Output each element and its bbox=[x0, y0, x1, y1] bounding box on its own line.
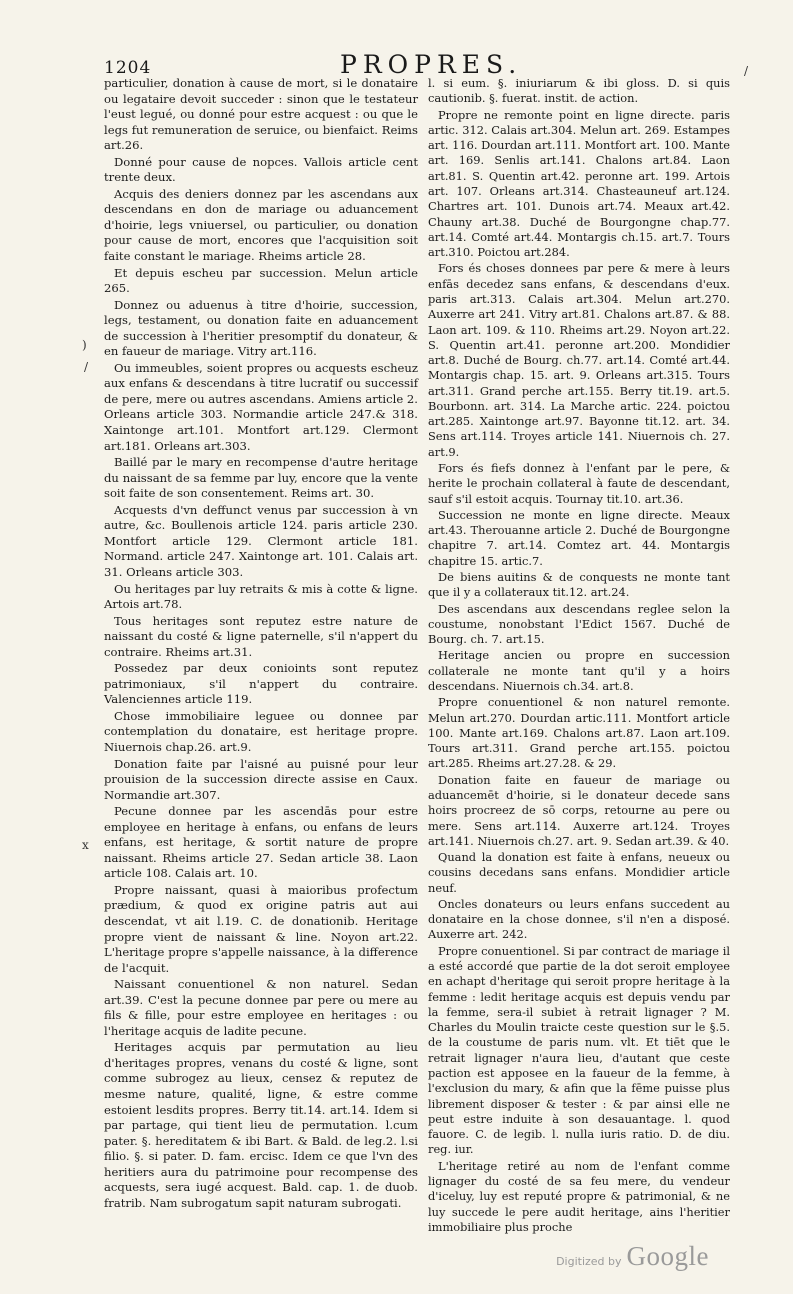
watermark-prefix: Digitized by bbox=[556, 1255, 622, 1268]
margin-mark: / bbox=[84, 360, 89, 374]
paragraph: Donation faite par l'aisné au puisné pour leur prouision de la succession directe assise en Caux. Normandie art.307. bbox=[104, 756, 418, 802]
right-column bbox=[428, 76, 730, 1236]
paragraph: L'heritage retiré au nom de l'enfant comme lignager du costé de sa feu mere, du vendeur d'iceluy, luy est reputé propre & patrimonial, & ne luy succede le pere audit heritage, ains l'heritier immobiliaire plus proche bbox=[428, 1158, 730, 1234]
paragraph: Acquests d'vn deffunct venus par succession à vn autre, &c. Boullenois article 124. paris article 230. Montfort article 129. Clermont article 181. Normand. article 247. Xaintonge art. 101. Calais art. 31. Orleans article 303. bbox=[104, 502, 418, 579]
paragraph: Donnez ou aduenus à titre d'hoirie, succession, legs, testament, ou donation faite en aduancement de succession à l'heritier presomptif du donateur, & en faueur de mariage. Vitry art.116. bbox=[104, 297, 418, 359]
page-number: 1204 bbox=[104, 58, 152, 78]
left-column bbox=[104, 76, 418, 1212]
margin-mark: ) bbox=[82, 338, 87, 352]
paragraph: Naissant conuentionel & non naturel. Sedan art.39. C'est la pecune donnee par pere ou mere au fils & fille, pour estre employee en heritages : ou l'heritage acquis de ladite pecune. bbox=[104, 977, 418, 1038]
paragraph: Propre naissant, quasi à maioribus profectum prædium, & quod ex origine patris aut aui descendat, vt ait l.19. C. de donationib. Heritage propre vient de naissant & line. Noyon art.22. L'heritage propre s'appelle naissance, à la difference de l'acquit. bbox=[104, 882, 418, 975]
paragraph: Et depuis escheu par succession. Melun article 265. bbox=[104, 265, 418, 296]
paragraph: Ou immeubles, soient propres ou acquests escheuz aux enfans & descendans à titre lucratif ou successif de pere, mere ou autres ascendans. Amiens article 2. Orleans article 303. Normandie article 247.& 318. Xaintonge art.101. Montfort art.129. Clermont art.181. Orleans art.303. bbox=[104, 360, 418, 453]
watermark-brand-logo: Google bbox=[626, 1241, 709, 1271]
paragraph: Quand la donation est faite à enfans, neueux ou cousins decedans sans enfans. Mondidier article neuf. bbox=[428, 850, 730, 895]
paragraph: Des ascendans aux descendans reglee selon la coustume, nonobstant l'Edict 1567. Duché de Bourg. ch. 7. art.15. bbox=[428, 601, 730, 647]
paragraph: Baillé par le mary en recompense d'autre heritage du naissant de sa femme par luy, encore que la vente soit faite de son consentement. Reims art. 30. bbox=[104, 455, 418, 501]
paragraph: Tous heritages sont reputez estre nature de naissant du costé & ligne paternelle, s'il n'appert du contraire. Rheims art.31. bbox=[104, 613, 418, 659]
paragraph: Oncles donateurs ou leurs enfans succedent au donataire en la chose donnee, s'il n'en a disposé. Auxerre art. 242. bbox=[428, 896, 730, 942]
paragraph: Ou heritages par luy retraits & mis à cotte & ligne. Artois art.78. bbox=[104, 581, 418, 612]
paragraph: l. si eum. §. iniuriarum & ibi gloss. D. si quis cautionib. §. fuerat. instit. de action. bbox=[428, 76, 730, 106]
paragraph: Propre conuentionel. Si par contract de mariage il a esté accordé que partie de la dot seroit employee en achapt d'heritage qui seroit propre heritage à la femme : ledit heritage acquis est depuis vendu par la femme, sera-il subiet à retrait lignager ? M. Charles du Moulin traicte ceste question sur le §.5. de la coustume de paris num. vlt. Et tiēt que le retrait lignager n'aura lieu, d'autant que ceste paction est apposee en la faueur de la femme, à l'exclusion du mary, & afin que la fēme puisse plus librement disposer & tester : & par ainsi elle ne peut estre induite à son desauantage. l. quod fauore. C. de legib. l. nulla iuris ratio. D. de diu. reg. iur. bbox=[428, 943, 730, 1157]
digitized-watermark bbox=[556, 1241, 709, 1272]
paragraph: Fors és choses donnees par pere & mere à leurs enfās decedez sans enfans, & descendans d'eux. paris art.313. Calais art.304. Melun art.270. Auxerre art 241. Vitry art.81. Chalons art.87. & 88. Laon art. 109. & 110. Rheims art.29. Noyon art.22. S. Quentin art.41. peronne art.200. Mondidier art.8. Duché de Bourg. ch.77. art.14. Comté art.44. Montargis chap. 15. art. 9. Orleans art.315. Tours art.311. Grand perche art.155. Berry tit.19. art.5. Bourbonn. art. 314. La Marche artic. 224. poictou art.285. Xaintonge art.97. Bayonne tit.12. art. 34. Sens art.114. Troyes article 141. Niuernois ch. 27. art.9. bbox=[428, 261, 730, 459]
page-header bbox=[104, 50, 723, 78]
paragraph: Propre conuentionel & non naturel remonte. Melun art.270. Dourdan artic.111. Montfort article 100. Mante art.169. Chalons art.87. Laon art.109. Tours art.311. Grand perche art.155. poictou art.285. Rheims art.27.28. & 29. bbox=[428, 695, 730, 771]
margin-mark: / bbox=[744, 64, 749, 78]
paragraph: Pecune donnee par les ascendās pour estre employee en heritage à enfans, ou enfans de leurs enfans, est heritage, & sortit nature de propre naissant. Rheims article 27. Sedan article 38. Laon article 108. Calais art. 10. bbox=[104, 804, 418, 881]
paragraph: Heritage ancien ou propre en succession collaterale ne monte tant qu'il y a hoirs descendans. Niuernois ch.34. art.8. bbox=[428, 648, 730, 693]
paragraph: Possedez par deux conioints sont reputez patrimoniaux, s'il n'appert du contraire. Valenciennes article 119. bbox=[104, 661, 418, 707]
paragraph: particulier, donation à cause de mort, si le donataire ou legataire devoit succeder : sinon que le testateur l'eust legué, ou donné pour estre acquest : ou que le legs fut remuneration de seruice, ou bienfaict. Reims art.26. bbox=[104, 76, 418, 153]
paragraph: Succession ne monte en ligne directe. Meaux art.43. Therouanne article 2. Duché de Bourgongne chapitre 7. art.14. Comtez art. 44. Montargis chapitre 15. artic.7. bbox=[428, 507, 730, 568]
paragraph: Donation faite en faueur de mariage ou aduancemēt d'hoirie, si le donateur decede sans hoirs procreez de sō corps, retourne au pere ou mere. Sens art.114. Auxerre art.124. Troyes art.141. Niuernois ch.27. art. 9. Sedan art.39. & 40. bbox=[428, 772, 730, 848]
paragraph: Chose immobiliaire leguee ou donnee par contemplation du donataire, est heritage propre. Niuernois chap.26. art.9. bbox=[104, 708, 418, 754]
paragraph: Heritages acquis par permutation au lieu d'heritages propres, venans du costé & ligne, sont comme subrogez au lieux, censez & reputez de mesme nature, qualité, ligne, & estre comme estoient lesdits propres. Berry tit.14. art.14. Idem si par partage, qui tient lieu de permutation. l.cum pater. §. hereditatem & ibi Bart. & Bald. de leg.2. l.si filio. §. si pater. D. fam. ercisc. Idem ce que l'vn des heritiers aura du patrimoine pour recompense des acquests, sera iugé acquest. Bald. cap. 1. de duob. fratrib. Nam subrogatum sapit naturam subrogati. bbox=[104, 1040, 418, 1210]
paragraph: De biens auitins & de conquests ne monte tant que il y a collateraux tit.12. art.24. bbox=[428, 570, 730, 600]
paragraph: Acquis des deniers donnez par les ascendans aux descendans en don de mariage ou aduancement d'hoirie, legs vniuersel, ou particulier, ou donation pour cause de mort, encores que l'acquisition soit faite constant le mariage. Rheims article 28. bbox=[104, 186, 418, 264]
paragraph: Fors és fiefs donnez à l'enfant par le pere, & herite le prochain collateral à faute de descendant, sauf s'il estoit acquis. Tournay tit.10. art.36. bbox=[428, 461, 730, 506]
margin-mark: x bbox=[82, 838, 89, 852]
paragraph: Donné pour cause de nopces. Vallois article cent trente deux. bbox=[104, 154, 418, 185]
running-head: PROPRES. bbox=[340, 50, 523, 79]
paragraph: Propre ne remonte point en ligne directe. paris artic. 312. Calais art.304. Melun art. 269. Estampes art. 116. Dourdan art.111. Montfort art. 100. Mante art. 169. Senlis art.141. Chalons art.84. Laon art.81. S. Quentin art.42. peronne art. 199. Artois art. 107. Orleans art.314. Chasteauneuf art.124. Chartres art. 101. Dunois art.74. Meaux art.42. Chauny art.38. Duché de Bourgongne chap.77. art.14. Comté art.44. Montargis ch.15. art.7. Tours art.310. Poictou art.284. bbox=[428, 107, 730, 260]
